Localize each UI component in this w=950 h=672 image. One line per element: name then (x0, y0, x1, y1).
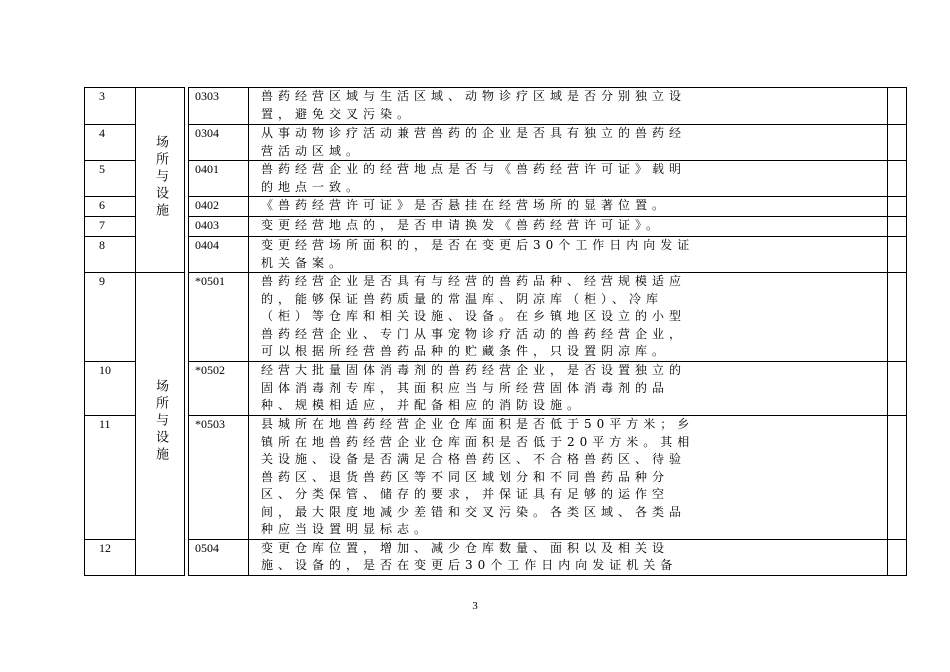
remark-cell (888, 539, 907, 575)
content-line: 间，最大限度地减少差错和交叉污染。各类区域、各类品 (261, 504, 687, 519)
remark-cell (888, 237, 907, 273)
item-code: 0403 (189, 217, 249, 237)
table-body (85, 88, 907, 576)
remark-cell (888, 362, 907, 416)
content-line: 县城所在地兽药经营企业仓库面积是否低于50平方米；乡 (261, 417, 695, 431)
item-code: *0502 (189, 362, 249, 416)
item-code: *0503 (189, 416, 249, 540)
row-number: 5 (85, 161, 136, 197)
table-row (85, 362, 907, 416)
row-number: 4 (85, 125, 136, 161)
table-row (85, 237, 907, 273)
item-code: *0501 (189, 273, 249, 362)
row-number: 7 (85, 217, 136, 237)
table-row (85, 161, 907, 197)
content-line: 可以根据所经营兽药品种的贮藏条件，只设置阴凉库。 (261, 344, 670, 358)
content-line: 的，能够保证兽药质量的常温库、阴凉库（柜）、冷库 (261, 291, 664, 306)
table-row (85, 539, 907, 575)
content-line: 镇所在地兽药经营企业仓库面积是否低于20平方米。其相 (261, 434, 695, 449)
item-code: 0304 (189, 125, 249, 161)
table-row (85, 125, 907, 161)
item-content (249, 88, 888, 125)
remark-cell (888, 217, 907, 237)
item-content (249, 273, 888, 362)
item-content (249, 237, 888, 273)
page-number: 3 (472, 600, 478, 612)
table-row (85, 88, 907, 125)
content-line: 变更经营地点的，是否申请换发《兽药经营许可证》。 (261, 218, 664, 232)
content-line: 从事动物诊疗活动兼营兽药的企业是否具有独立的兽药经 (261, 126, 687, 140)
content-line: 《兽药经营许可证》是否悬挂在经营场所的显著位置。 (261, 198, 670, 212)
row-number: 12 (85, 539, 136, 575)
content-line: 营活动区域。 (261, 143, 364, 158)
row-number: 9 (85, 273, 136, 362)
table-row (85, 217, 907, 237)
content-line: 经营大批量固体消毒剂的兽药经营企业，是否设置独立的 (261, 363, 687, 377)
item-content (249, 362, 888, 416)
content-line: 种应当设置明显标志。 (261, 522, 432, 536)
item-content (249, 125, 888, 161)
content-line: 变更经营场所面积的，是否在变更后30个工作日内向发证 (261, 238, 695, 252)
item-content (249, 416, 888, 540)
content-line: 兽药区、退货兽药区等不同区域划分和不同兽药品种分 (261, 469, 670, 484)
item-content (249, 539, 888, 575)
category-cell-top (136, 88, 185, 273)
row-number: 8 (85, 237, 136, 273)
remark-cell (888, 416, 907, 540)
remark-cell (888, 125, 907, 161)
row-number: 6 (85, 197, 136, 217)
category-label: 场所与设施 (153, 134, 168, 220)
table-row (85, 416, 907, 540)
item-code: 0303 (189, 88, 249, 125)
content-line: 变更仓库位置，增加、减少仓库数量、面积以及相关设 (261, 540, 670, 555)
content-line: 固体消毒剂专库，其面积应当与所经营固体消毒剂的品 (261, 380, 670, 395)
remark-cell (888, 88, 907, 125)
content-line: 区、分类保管、储存的要求，并保证具有足够的运作空 (261, 487, 670, 501)
category-label: 场所与设施 (153, 378, 168, 464)
item-code: 0401 (189, 161, 249, 197)
content-line: 的地点一致。 (261, 179, 364, 194)
row-number: 11 (85, 416, 136, 540)
content-line: 兽药经营区域与生活区域、动物诊疗区域是否分别独立设 (261, 89, 687, 103)
row-number: 10 (85, 362, 136, 416)
inspection-table (84, 87, 907, 576)
content-line: 关设施、设备是否满足合格兽药区、不合格兽药区、待验 (261, 452, 687, 466)
content-line: 兽药经营企业是否具有与经营的兽药品种、经营规模适应 (261, 274, 687, 288)
item-code: 0402 (189, 197, 249, 217)
table-row (85, 197, 907, 217)
table-row (85, 273, 907, 362)
category-cell-bottom (136, 273, 185, 576)
content-line: 施、设备的，是否在变更后30个工作日内向发证机关备 (261, 558, 678, 572)
row-number: 3 (85, 88, 136, 125)
item-content (249, 217, 888, 237)
content-line: 机关备案。 (261, 255, 347, 270)
content-line: 种、规模相适应，并配备相应的消防设施。 (261, 398, 585, 412)
content-line: （柜）等仓库和相关设施、设备。在乡镇地区设立的小型 (261, 309, 687, 323)
remark-cell (888, 197, 907, 217)
remark-cell (888, 273, 907, 362)
content-line: 兽药经营企业的经营地点是否与《兽药经营许可证》载明 (261, 162, 687, 176)
item-code: 0404 (189, 237, 249, 273)
item-code: 0504 (189, 539, 249, 575)
content-line: 兽药经营企业、专门从事宠物诊疗活动的兽药经营企业， (261, 326, 687, 341)
item-content (249, 161, 888, 197)
item-content (249, 197, 888, 217)
remark-cell (888, 161, 907, 197)
content-line: 置，避免交叉污染。 (261, 106, 415, 121)
